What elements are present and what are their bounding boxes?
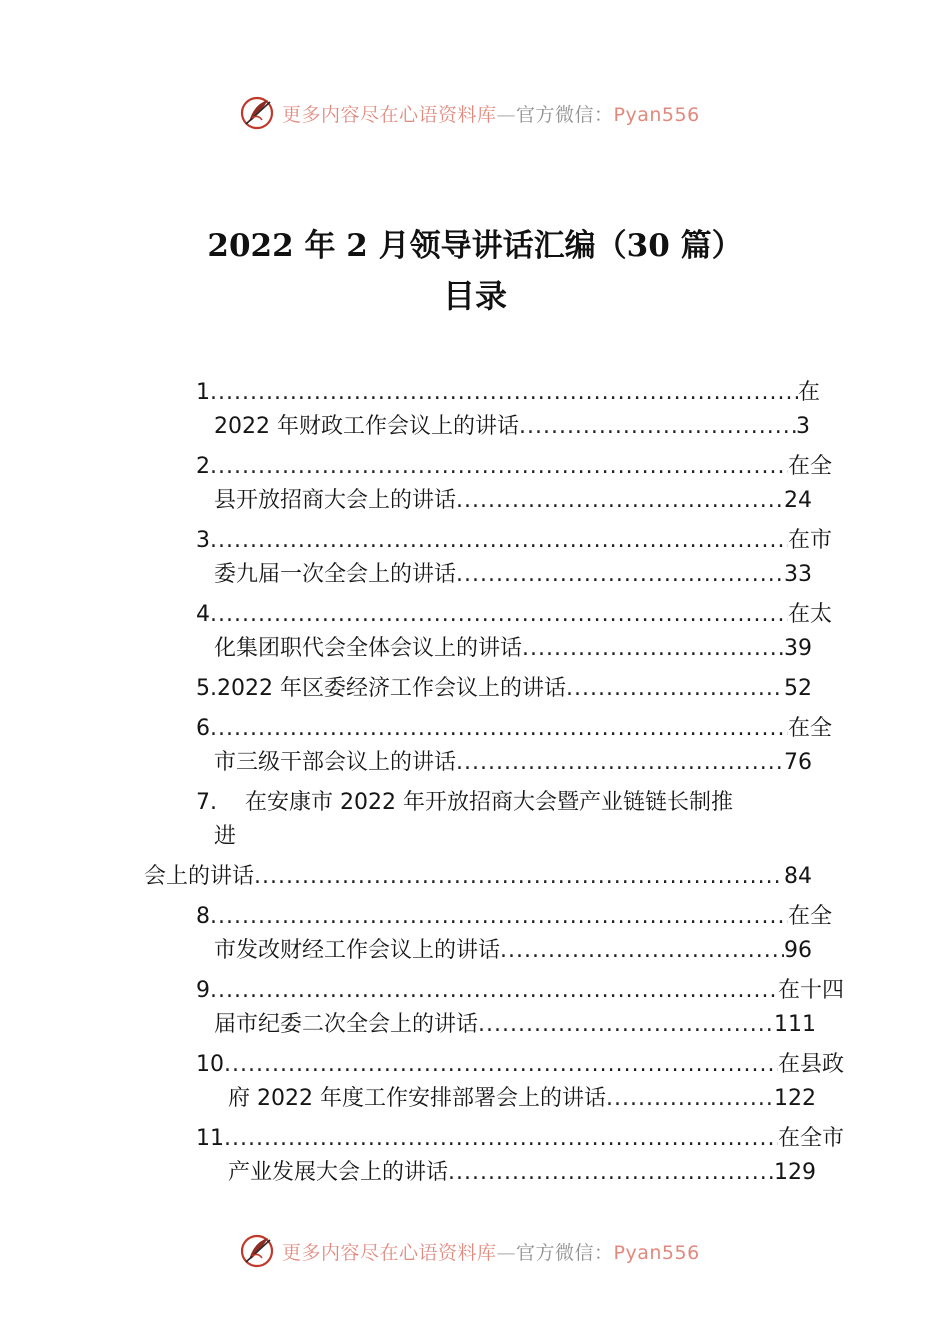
logo-icon [240, 94, 276, 132]
banner-main-text: 更多内容尽在心语资料库 [282, 104, 497, 126]
leader-dots [522, 634, 784, 664]
leader-dots [210, 526, 788, 556]
toc-entry-title: 委九届一次全会上的讲话 [214, 562, 457, 587]
toc-entry-number: 9 [196, 978, 210, 1003]
leader-dots [456, 560, 784, 590]
header-banner [0, 92, 950, 136]
toc-entry-9-line1[interactable] [196, 976, 844, 1006]
leader-dots [500, 936, 784, 966]
leader-dots [519, 412, 796, 442]
toc-entry-10-line1[interactable] [196, 1050, 844, 1080]
leader-dots [210, 976, 778, 1006]
toc-entry-1-line1[interactable] [196, 378, 820, 408]
toc-entry-2-line1[interactable] [196, 452, 832, 482]
toc-entry-3-line1[interactable] [196, 526, 832, 556]
banner-text [282, 100, 700, 127]
banner-wechat-id: Pyan556 [613, 1242, 700, 1264]
toc-entry-page: 76 [784, 750, 812, 775]
toc-entry-7-line3[interactable] [144, 862, 812, 892]
toc-entry-tail: 在市 [787, 528, 832, 553]
toc-entry-tail: 在十四 [777, 978, 844, 1003]
leader-dots [478, 1010, 774, 1040]
toc-entry-page: 96 [784, 938, 812, 963]
toc-entry-page: 24 [784, 488, 812, 513]
toc-entry-title: 市三级干部会议上的讲话 [214, 750, 457, 775]
leader-dots [448, 1158, 774, 1188]
toc-entry-2-line2[interactable] [214, 486, 812, 516]
toc-entry-4-line1[interactable] [196, 600, 832, 630]
toc-entry-7-line2[interactable] [214, 822, 236, 852]
banner-text [282, 1238, 700, 1265]
toc-entry-1-line2[interactable] [214, 412, 810, 442]
document-title: 2022 年 2 月领导讲话汇编（30 篇） [207, 228, 743, 264]
toc-entry-page: 52 [784, 676, 812, 701]
leader-dots [254, 862, 784, 892]
leader-dots [224, 1124, 778, 1154]
toc-entry-number: 6 [196, 716, 210, 741]
banner-separator: — [496, 1242, 517, 1264]
banner-wechat-label: 官方微信： [516, 1242, 614, 1264]
toc-entry-page: 3 [796, 414, 810, 439]
toc-entry-8-line1[interactable] [196, 902, 832, 932]
toc-entry-tail: 在全 [787, 716, 832, 741]
toc-entry-title: 届市纪委二次全会上的讲话 [214, 1012, 479, 1037]
leader-dots [210, 600, 788, 630]
toc-entry-title: 2022 年财政工作会议上的讲话 [214, 414, 519, 439]
toc-entry-number: 8 [196, 904, 210, 929]
toc-entry-number: 2 [196, 454, 210, 479]
banner-separator: — [496, 104, 517, 126]
toc-entry-number: 11 [196, 1126, 224, 1151]
toc-heading: 目录 [442, 277, 507, 315]
toc-entry-number: 1 [196, 380, 210, 405]
toc-entry-title: 府 2022 年度工作安排部署会上的讲话 [228, 1086, 606, 1111]
toc-entry-page: 122 [774, 1086, 816, 1111]
toc-entry-7-line1[interactable] [196, 788, 733, 818]
toc-entry-9-line2[interactable] [214, 1010, 816, 1040]
toc-entry-number: 3 [196, 528, 210, 553]
toc-entry-page: 33 [784, 562, 812, 587]
toc-entry-11-line1[interactable] [196, 1124, 844, 1154]
toc-entry-number: 4 [196, 602, 210, 627]
toc-entry-title-cont: 进 [214, 824, 237, 849]
toc-entry-tail: 在 [797, 380, 820, 405]
leader-dots [606, 1084, 774, 1114]
leader-dots [456, 748, 784, 778]
banner-wechat-id: Pyan556 [613, 104, 700, 126]
toc-entry-page: 111 [774, 1012, 816, 1037]
toc-entry-title: 产业发展大会上的讲话 [228, 1160, 449, 1185]
toc-entry-8-line2[interactable] [214, 936, 812, 966]
leader-dots [210, 378, 798, 408]
toc-entry-tail: 在全 [787, 454, 832, 479]
logo-icon [240, 1232, 276, 1270]
toc-entry-4-line2[interactable] [214, 634, 812, 664]
toc-entry-tail: 在太 [787, 602, 832, 627]
toc-entry-title: 化集团职代会全体会议上的讲话 [214, 636, 523, 661]
toc-entry-6-line2[interactable] [214, 748, 812, 778]
leader-dots [456, 486, 784, 516]
leader-dots [210, 452, 788, 482]
leader-dots [210, 902, 788, 932]
toc-entry-tail: 在县政 [777, 1052, 844, 1077]
toc-entry-title: 县开放招商大会上的讲话 [214, 488, 457, 513]
toc-entry-title: 市发改财经工作会议上的讲话 [214, 938, 501, 963]
leader-dots [224, 1050, 778, 1080]
leader-dots [210, 714, 788, 744]
toc-entry-10-line2[interactable] [228, 1084, 816, 1114]
banner-main-text: 更多内容尽在心语资料库 [282, 1242, 497, 1264]
leader-dots [566, 674, 784, 704]
toc-entry-11-line2[interactable] [228, 1158, 816, 1188]
toc-entry-title: 5.2022 年区委经济工作会议上的讲话 [196, 676, 566, 701]
toc-entry-title: 7. 在安康市 2022 年开放招商大会暨产业链链长制推 [196, 790, 733, 815]
toc-entry-3-line2[interactable] [214, 560, 812, 590]
toc-entry-6-line1[interactable] [196, 714, 832, 744]
toc-entry-tail: 在全 [787, 904, 832, 929]
toc-entry-page: 84 [784, 864, 812, 889]
toc-entry-number: 10 [196, 1052, 224, 1077]
toc-entry-page: 129 [774, 1160, 816, 1185]
banner-wechat-label: 官方微信： [516, 104, 614, 126]
toc-entry-5[interactable] [196, 674, 812, 704]
toc-entry-title-cont: 会上的讲话 [144, 864, 255, 889]
toc-entry-page: 39 [784, 636, 812, 661]
footer-banner [0, 1230, 950, 1274]
toc-entry-tail: 在全市 [777, 1126, 844, 1151]
